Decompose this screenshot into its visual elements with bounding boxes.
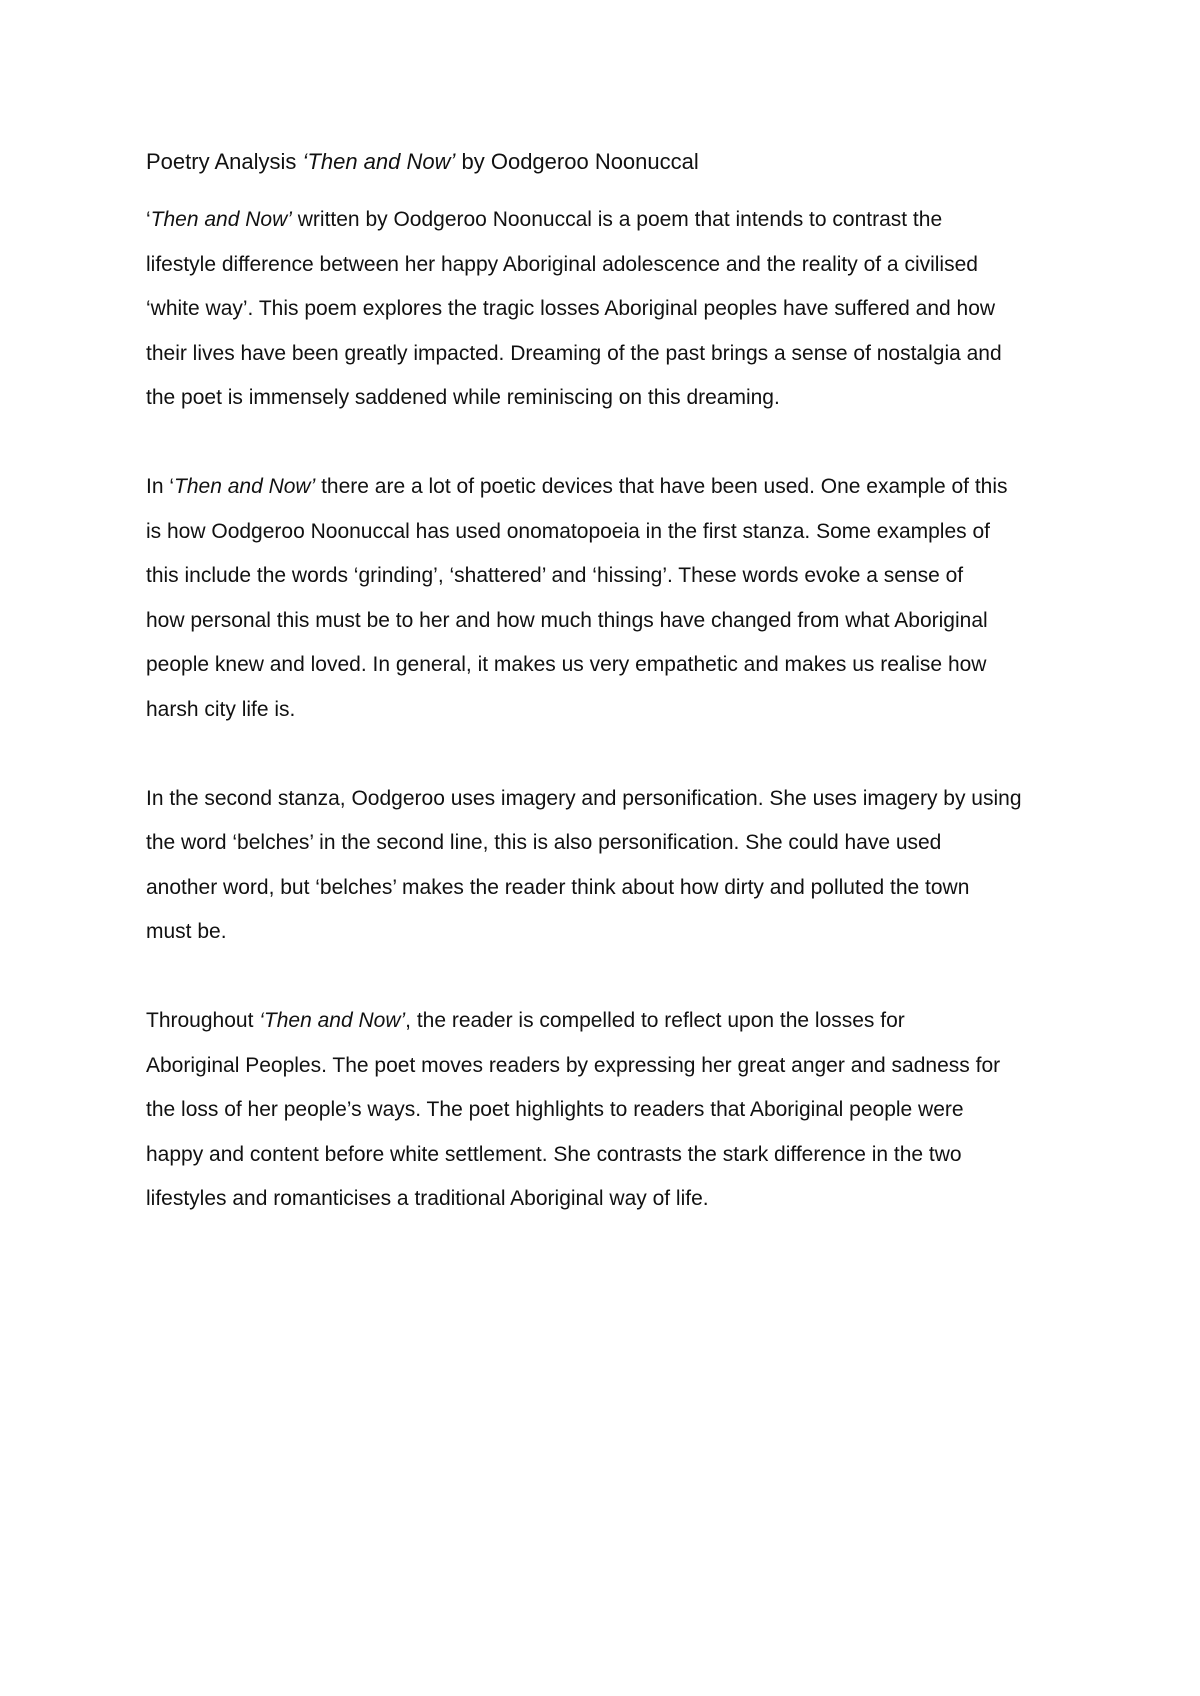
text-run: the word ‘belches’ in the second line, this is also personification. She could have used <box>146 831 942 855</box>
paragraph-line <box>146 688 1096 733</box>
paragraph-line <box>146 465 1096 510</box>
paragraph-line <box>146 1088 1096 1133</box>
paragraph-line <box>146 1133 1096 1178</box>
paragraph-line <box>146 198 1096 243</box>
italic-title-text: ‘Then and Now’ <box>259 1008 406 1032</box>
paragraph <box>146 777 1096 955</box>
text-run: happy and content before white settlement. She contrasts the stark difference in the two <box>146 1142 962 1166</box>
text-run: ‘ <box>146 208 151 231</box>
text-run: written by Oodgeroo Noonuccal is a poem that intends to contrast the <box>291 208 943 231</box>
text-run: the poet is immensely saddened while reminiscing on this dreaming. <box>146 386 780 410</box>
italic-title-text: Then and Now’ <box>174 474 316 498</box>
paragraph-line <box>146 510 1096 555</box>
text-run: people knew and loved. In general, it makes us very empathetic and makes us realise how <box>146 653 987 677</box>
paragraph-line <box>146 332 1096 377</box>
paragraph-line <box>146 243 1096 288</box>
paragraph-line <box>146 999 1096 1044</box>
paragraph-line <box>146 554 1096 599</box>
paragraph-line <box>146 821 1096 866</box>
title-prefix: Poetry Analysis <box>146 149 303 174</box>
paragraph-line <box>146 599 1096 644</box>
paragraph-line <box>146 376 1096 421</box>
paragraph-line <box>146 910 1096 955</box>
paragraph-line <box>146 777 1096 822</box>
paragraph-line <box>146 866 1096 911</box>
document-title <box>146 140 1096 184</box>
text-run: how personal this must be to her and how much things have changed from what Aboriginal <box>146 608 988 632</box>
italic-title-text: Then and Now’ <box>150 208 292 231</box>
text-run: another word, but ‘belches’ makes the reader think about how dirty and polluted the town <box>146 875 970 899</box>
paragraph-line <box>146 643 1096 688</box>
text-run: ‘white way’. This poem explores the tragic losses Aboriginal peoples have suffered and how <box>146 297 996 321</box>
paragraph <box>146 465 1096 733</box>
text-run: harsh city life is. <box>146 697 296 721</box>
paragraph-line <box>146 1044 1096 1089</box>
text-run: Aboriginal Peoples. The poet moves readers by expressing her great anger and sadness for <box>146 1053 1001 1077</box>
paragraph-line <box>146 1177 1096 1222</box>
text-run: In ‘ <box>146 474 175 498</box>
title-suffix: by Oodgeroo Noonuccal <box>455 149 699 174</box>
text-run: their lives have been greatly impacted. Dreaming of the past brings a sense of nostalgia and <box>146 341 1002 365</box>
text-run: , the reader is compelled to reflect upon the losses for <box>405 1008 905 1032</box>
title-work: ‘Then and Now’ <box>302 149 456 174</box>
text-run: the loss of her people’s ways. The poet highlights to readers that Aboriginal people were <box>146 1098 964 1122</box>
paragraph <box>146 999 1096 1222</box>
text-run: In the second stanza, Oodgeroo uses imagery and personification. She uses imagery by using <box>146 786 1022 810</box>
paragraphs <box>146 198 1096 1222</box>
text-run: lifestyle difference between her happy Aboriginal adolescence and the reality of a civilised <box>146 252 978 276</box>
paragraph <box>146 198 1096 421</box>
text-run: lifestyles and romanticises a traditional Aboriginal way of life. <box>146 1187 709 1211</box>
text-run: there are a lot of poetic devices that have been used. One example of this <box>315 474 1008 498</box>
document-body <box>146 140 1096 1266</box>
paragraph-line <box>146 287 1096 332</box>
text-run: is how Oodgeroo Noonuccal has used onomatopoeia in the first stanza. Some examples of <box>146 519 990 543</box>
text-run: this include the words ‘grinding’, ‘shattered’ and ‘hissing’. These words evoke a sense of <box>146 564 964 588</box>
text-run: must be. <box>146 920 227 944</box>
text-run: Throughout <box>146 1008 260 1032</box>
